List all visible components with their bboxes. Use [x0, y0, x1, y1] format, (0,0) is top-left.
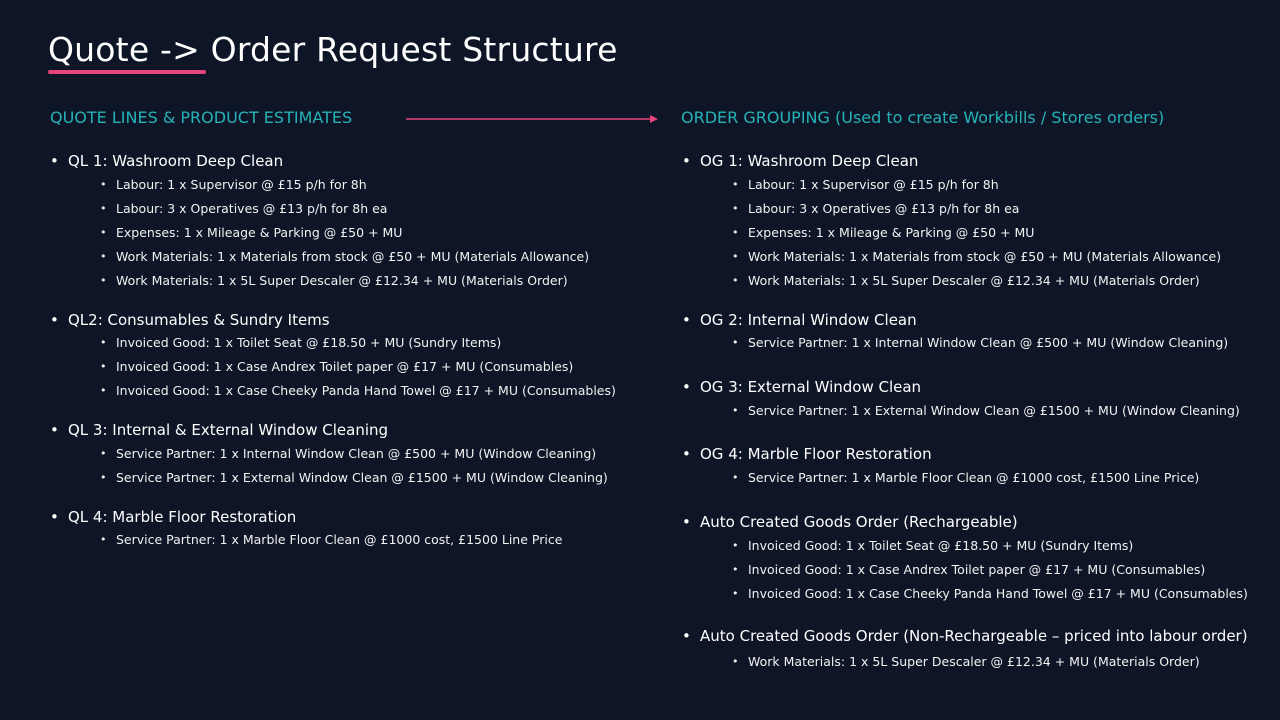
order-group-label: • Auto Created Goods Order (Non-Rechargeable – priced into labour order) [682, 627, 1248, 645]
list-item: • Expenses: 1 x Mileage & Parking @ £50 + MU [732, 225, 1035, 240]
list-item: • Service Partner: 1 x External Window Clean @ £1500 + MU (Window Cleaning) [100, 470, 608, 485]
list-item: • Invoiced Good: 1 x Case Andrex Toilet paper @ £17 + MU (Consumables) [100, 359, 574, 374]
bullet-icon: • [732, 226, 739, 239]
bullet-icon: • [732, 274, 739, 287]
bullet-icon: • [100, 178, 107, 191]
quote-line-label: • QL 3: Internal & External Window Cleaning [50, 421, 389, 439]
bullet-icon: • [50, 421, 59, 439]
list-item: • Service Partner: 1 x Marble Floor Clean @ £1000 cost, £1500 Line Price) [732, 470, 1200, 485]
list-item: • Labour: 3 x Operatives @ £13 p/h for 8h ea [100, 201, 388, 216]
list-item: • Expenses: 1 x Mileage & Parking @ £50 + MU [100, 225, 403, 240]
list-item: • Work Materials: 1 x 5L Super Descaler @ £12.34 + MU (Materials Order) [732, 654, 1200, 669]
right-arrow-icon [406, 113, 658, 125]
list-item: • Work Materials: 1 x Materials from stock @ £50 + MU (Materials Allowance) [100, 249, 590, 264]
title-underline [48, 70, 206, 74]
bullet-icon: • [682, 311, 691, 329]
quote-line-label: • QL 4: Marble Floor Restoration [50, 508, 297, 526]
list-item: • Invoiced Good: 1 x Case Cheeky Panda Hand Towel @ £17 + MU (Consumables) [100, 383, 616, 398]
list-item: • Labour: 3 x Operatives @ £13 p/h for 8h ea [732, 201, 1020, 216]
bullet-icon: • [682, 513, 691, 531]
list-item: • Invoiced Good: 1 x Toilet Seat @ £18.50 + MU (Sundry Items) [732, 538, 1134, 553]
bullet-icon: • [682, 152, 691, 170]
bullet-icon: • [732, 655, 739, 668]
list-item: • Labour: 1 x Supervisor @ £15 p/h for 8h [100, 177, 367, 192]
list-item: • Work Materials: 1 x 5L Super Descaler @ £12.34 + MU (Materials Order) [732, 273, 1200, 288]
slide-title: Quote -> Order Request Structure [48, 30, 618, 69]
bullet-icon: • [682, 445, 691, 463]
bullet-icon: • [50, 152, 59, 170]
order-group-label: • OG 3: External Window Clean [682, 378, 922, 396]
bullet-icon: • [732, 471, 739, 484]
list-item: • Service Partner: 1 x Internal Window Clean @ £500 + MU (Window Cleaning) [732, 335, 1229, 350]
list-item: • Service Partner: 1 x Internal Window Clean @ £500 + MU (Window Cleaning) [100, 446, 597, 461]
order-group-label: • OG 4: Marble Floor Restoration [682, 445, 932, 463]
bullet-icon: • [100, 533, 107, 546]
list-item: • Work Materials: 1 x Materials from stock @ £50 + MU (Materials Allowance) [732, 249, 1222, 264]
bullet-icon: • [732, 250, 739, 263]
bullet-icon: • [732, 563, 739, 576]
order-group-label: • OG 2: Internal Window Clean [682, 311, 917, 329]
order-group-label: • OG 1: Washroom Deep Clean [682, 152, 919, 170]
bullet-icon: • [100, 447, 107, 460]
bullet-icon: • [682, 627, 691, 645]
order-grouping-heading: ORDER GROUPING (Used to create Workbills / Stores orders) [681, 108, 1165, 127]
quote-lines-heading: QUOTE LINES & PRODUCT ESTIMATES [50, 108, 353, 127]
bullet-icon: • [100, 250, 107, 263]
bullet-icon: • [732, 202, 739, 215]
bullet-icon: • [50, 311, 59, 329]
list-item: • Invoiced Good: 1 x Case Andrex Toilet paper @ £17 + MU (Consumables) [732, 562, 1206, 577]
bullet-icon: • [100, 202, 107, 215]
list-item: • Work Materials: 1 x 5L Super Descaler @ £12.34 + MU (Materials Order) [100, 273, 568, 288]
list-item: • Service Partner: 1 x Marble Floor Clean @ £1000 cost, £1500 Line Price [100, 532, 563, 547]
list-item: • Invoiced Good: 1 x Toilet Seat @ £18.50 + MU (Sundry Items) [100, 335, 502, 350]
bullet-icon: • [732, 404, 739, 417]
bullet-icon: • [732, 336, 739, 349]
list-item: • Invoiced Good: 1 x Case Cheeky Panda Hand Towel @ £17 + MU (Consumables) [732, 586, 1248, 601]
bullet-icon: • [100, 471, 107, 484]
bullet-icon: • [732, 587, 739, 600]
bullet-icon: • [100, 360, 107, 373]
quote-line-label: • QL2: Consumables & Sundry Items [50, 311, 330, 329]
quote-line-label: • QL 1: Washroom Deep Clean [50, 152, 284, 170]
bullet-icon: • [100, 274, 107, 287]
bullet-icon: • [732, 539, 739, 552]
bullet-icon: • [50, 508, 59, 526]
order-group-label: • Auto Created Goods Order (Rechargeable) [682, 513, 1018, 531]
bullet-icon: • [682, 378, 691, 396]
bullet-icon: • [100, 226, 107, 239]
bullet-icon: • [100, 384, 107, 397]
list-item: • Service Partner: 1 x External Window Clean @ £1500 + MU (Window Cleaning) [732, 403, 1240, 418]
list-item: • Labour: 1 x Supervisor @ £15 p/h for 8h [732, 177, 999, 192]
bullet-icon: • [100, 336, 107, 349]
bullet-icon: • [732, 178, 739, 191]
